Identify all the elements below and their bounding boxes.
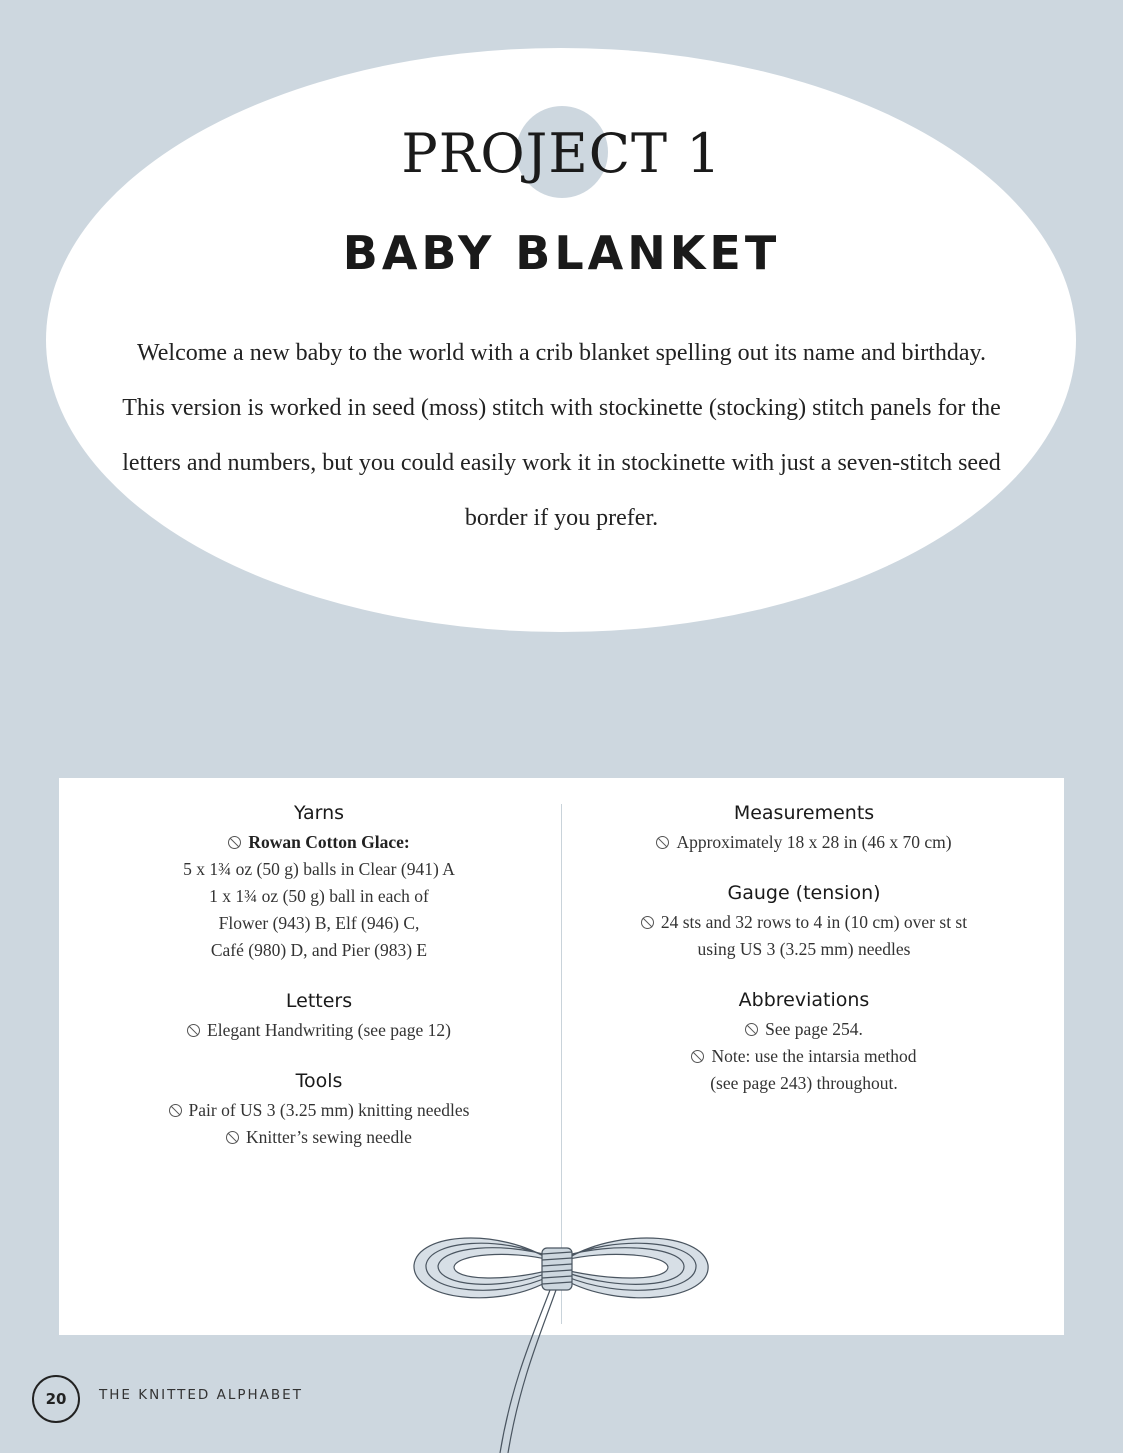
book-title: THE KNITTED ALPHABET	[99, 1387, 303, 1403]
yarn-line: 5 x 1¾ oz (50 g) balls in Clear (941) A	[183, 859, 455, 879]
yarn-brand-line	[69, 829, 569, 856]
abbreviations-item-text: Note: use the intarsia method	[711, 1046, 917, 1066]
tools-item-text: Pair of US 3 (3.25 mm) knitting needles	[188, 1100, 470, 1120]
page-number: 20	[32, 1375, 80, 1423]
circle-slash-bullet-icon	[228, 836, 241, 849]
circle-slash-bullet-icon	[656, 836, 669, 849]
circle-slash-bullet-icon	[641, 916, 654, 929]
abbreviations-item-continued: (see page 243) throughout.	[710, 1073, 898, 1093]
letters-section	[69, 988, 569, 1044]
gauge-section	[554, 880, 1054, 963]
project-title: BABY BLANKET	[342, 226, 781, 280]
yarns-heading: Yarns	[293, 802, 345, 824]
abbreviations-heading: Abbreviations	[738, 989, 870, 1011]
abbreviations-section	[554, 987, 1054, 1097]
letters-item	[69, 1017, 569, 1044]
yarns-section	[69, 800, 569, 964]
circle-slash-bullet-icon	[745, 1023, 758, 1036]
abbreviations-item	[554, 1043, 1054, 1070]
project-label: PROJECT 1	[401, 122, 722, 185]
abbreviations-item-text: See page 254.	[765, 1019, 863, 1039]
gauge-item	[554, 909, 1054, 936]
yarn-line: Café (980) D, and Pier (983) E	[210, 940, 428, 960]
gauge-item-text: 24 sts and 32 rows to 4 in (10 cm) over st st	[660, 912, 968, 932]
circle-slash-bullet-icon	[226, 1131, 239, 1144]
measurements-item	[554, 829, 1054, 856]
tools-item	[69, 1124, 569, 1151]
circle-slash-bullet-icon	[691, 1050, 704, 1063]
yarn-brand: Rowan Cotton Glace:	[248, 832, 410, 852]
tools-heading: Tools	[295, 1070, 343, 1092]
intro-paragraph: Welcome a new baby to the world with a crib blanket spelling out its name and birthday. This version is worked in seed (moss) stitch with stockinette (stocking) stitch panels for the letters and numbers, but you could easily work it in stockinette with just a seven-stitch seed border if you prefer.	[122, 340, 1001, 531]
abbreviations-item	[554, 1016, 1054, 1043]
left-column	[69, 800, 569, 1175]
tools-section	[69, 1068, 569, 1151]
gauge-heading: Gauge (tension)	[727, 882, 881, 904]
yarn-skein-icon	[400, 1210, 730, 1453]
measurements-section	[554, 800, 1054, 856]
right-column	[554, 800, 1054, 1121]
measurements-heading: Measurements	[733, 802, 875, 824]
measurements-item-text: Approximately 18 x 28 in (46 x 70 cm)	[676, 832, 952, 852]
circle-slash-bullet-icon	[187, 1024, 200, 1037]
yarn-line: Flower (943) B, Elf (946) C,	[218, 913, 420, 933]
letters-item-text: Elegant Handwriting (see page 12)	[207, 1020, 451, 1040]
circle-slash-bullet-icon	[169, 1104, 182, 1117]
yarn-line: 1 x 1¾ oz (50 g) ball in each of	[209, 886, 429, 906]
tools-item	[69, 1097, 569, 1124]
tools-item-text: Knitter’s sewing needle	[246, 1127, 412, 1147]
gauge-item-continued: using US 3 (3.25 mm) needles	[697, 939, 911, 959]
letters-heading: Letters	[285, 990, 353, 1012]
